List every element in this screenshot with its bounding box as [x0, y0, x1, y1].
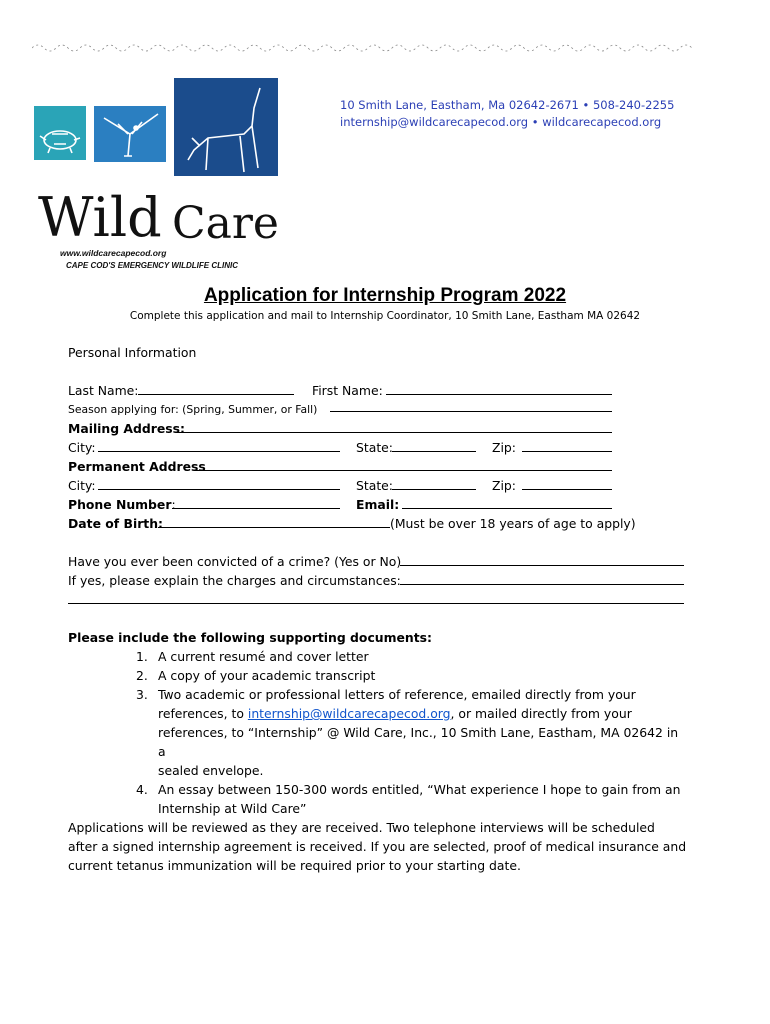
- city-label: City:: [68, 440, 96, 455]
- page-title: Application for Internship Program 2022: [203, 285, 567, 306]
- logo-brand-wild: Wild: [38, 186, 162, 249]
- crime-row: [68, 552, 688, 571]
- list-item-text: Internship at Wild Care”: [158, 801, 307, 816]
- section-heading-personal: [68, 343, 688, 362]
- list-item-number: 2.: [136, 668, 148, 683]
- wild-care-logo: [32, 78, 282, 274]
- list-item-text: [158, 704, 688, 723]
- closing-paragraph: [68, 818, 688, 875]
- name-row: [68, 381, 688, 400]
- turtle-tile: [34, 106, 86, 160]
- mailing-zip-field[interactable]: [522, 438, 612, 452]
- first-name-field[interactable]: [386, 381, 612, 395]
- dob-note: (Must be over 18 years of age to apply): [390, 516, 636, 531]
- contact-email[interactable]: internship@wildcarecapecod.org: [340, 115, 529, 129]
- contact-website[interactable]: wildcarecapecod.org: [542, 115, 662, 129]
- application-form: [68, 343, 688, 875]
- crime-answer-field[interactable]: [400, 552, 684, 566]
- mailing-address-field[interactable]: [176, 419, 612, 433]
- phone-email-row: [68, 495, 688, 514]
- page-subtitle: Complete this application and mail to Internship Coordinator, 10 Smith Lane, Eastham MA 02642: [129, 310, 641, 322]
- list-item-text-part: references, to: [158, 706, 248, 721]
- dob-field[interactable]: [158, 514, 390, 528]
- mailing-address-label: Mailing Address:: [68, 421, 185, 436]
- permanent-address-field[interactable]: [194, 457, 612, 471]
- section-personal-label: Personal Information: [68, 345, 197, 360]
- dob-row: [68, 514, 688, 533]
- list-item: [68, 685, 688, 780]
- phone-label: Phone Number: [68, 497, 172, 512]
- state-label: State:: [356, 478, 393, 493]
- list-item-text: sealed envelope.: [158, 763, 264, 778]
- state-label: State:: [356, 440, 393, 455]
- list-item-number: 1.: [136, 649, 148, 664]
- reference-email-link[interactable]: internship@wildcarecapecod.org: [247, 706, 451, 721]
- contact-separator: •: [528, 115, 543, 129]
- crime-explain-field-2[interactable]: [68, 590, 684, 604]
- closing-line: current tetanus immunization will be required prior to your starting date.: [68, 858, 521, 873]
- list-item: [68, 647, 688, 666]
- logo-brand-care: Care: [172, 198, 279, 249]
- decorative-border: [32, 40, 692, 52]
- permanent-address-label: Permanent Address: [68, 459, 206, 474]
- mailing-row: [68, 419, 688, 438]
- closing-line: after a signed internship agreement is received. If you are selected, proof of medical insurance and: [68, 839, 687, 854]
- permanent-city-field[interactable]: [98, 476, 340, 490]
- season-field[interactable]: [330, 400, 612, 412]
- first-name-label: First Name:: [312, 383, 383, 398]
- permanent-zip-field[interactable]: [522, 476, 612, 490]
- zip-label: Zip:: [492, 440, 516, 455]
- phone-field[interactable]: [172, 495, 340, 509]
- crime-explain-row-2: [68, 590, 688, 609]
- list-item-number: 4.: [136, 782, 148, 797]
- mailing-city-field[interactable]: [98, 438, 340, 452]
- contact-address-phone: 10 Smith Lane, Eastham, Ma 02642-2671 • 508-240-2255: [340, 98, 675, 112]
- documents-heading: Please include the following supporting documents:: [68, 630, 432, 645]
- list-item-text: references, to “Internship” @ Wild Care, Inc., 10 Smith Lane, Eastham, MA 02642 in a: [158, 725, 679, 759]
- logo-tagline: CAPE COD'S EMERGENCY WILDLIFE CLINIC: [66, 261, 238, 270]
- mailing-city-row: [68, 438, 688, 457]
- list-item-text-part: , or mailed directly from your: [450, 706, 632, 721]
- list-item-text: A current resumé and cover letter: [158, 649, 369, 664]
- dob-label: Date of Birth:: [68, 516, 164, 531]
- coyote-tile: [174, 78, 278, 176]
- contact-info: [340, 97, 740, 131]
- email-label: Email:: [356, 497, 400, 512]
- list-item: [68, 666, 688, 685]
- crime-explain-label: If yes, please explain the charges and circumstances:: [68, 573, 401, 588]
- logo-website: www.wildcarecapecod.org: [60, 248, 167, 258]
- city-label: City:: [68, 478, 96, 493]
- crime-explain-row: [68, 571, 688, 590]
- contact-web: [340, 114, 740, 131]
- list-item-text: Two academic or professional letters of reference, emailed directly from your: [158, 687, 636, 702]
- permanent-city-row: [68, 476, 688, 495]
- season-row: [68, 400, 688, 419]
- email-field[interactable]: [402, 495, 612, 509]
- list-item: [68, 780, 688, 818]
- season-label: Season applying for: (Spring, Summer, or Fall): [68, 403, 318, 416]
- list-item-number: 3.: [136, 687, 148, 702]
- permanent-row: [68, 457, 688, 476]
- list-item-text: A copy of your academic transcript: [158, 668, 376, 683]
- phone-colon: :: [171, 497, 176, 512]
- last-name-field[interactable]: [138, 381, 294, 395]
- crime-question: Have you ever been convicted of a crime? (Yes or No): [68, 554, 402, 569]
- documents-list: [68, 647, 688, 818]
- last-name-label: Last Name:: [68, 383, 139, 398]
- mailing-state-field[interactable]: [392, 438, 476, 452]
- crime-explain-field[interactable]: [400, 571, 684, 585]
- permanent-state-field[interactable]: [392, 476, 476, 490]
- closing-line: Applications will be reviewed as they are received. Two telephone interviews will be scheduled: [68, 820, 655, 835]
- list-item-text: An essay between 150-300 words entitled, “What experience I hope to gain from an: [158, 782, 681, 797]
- zip-label: Zip:: [492, 478, 516, 493]
